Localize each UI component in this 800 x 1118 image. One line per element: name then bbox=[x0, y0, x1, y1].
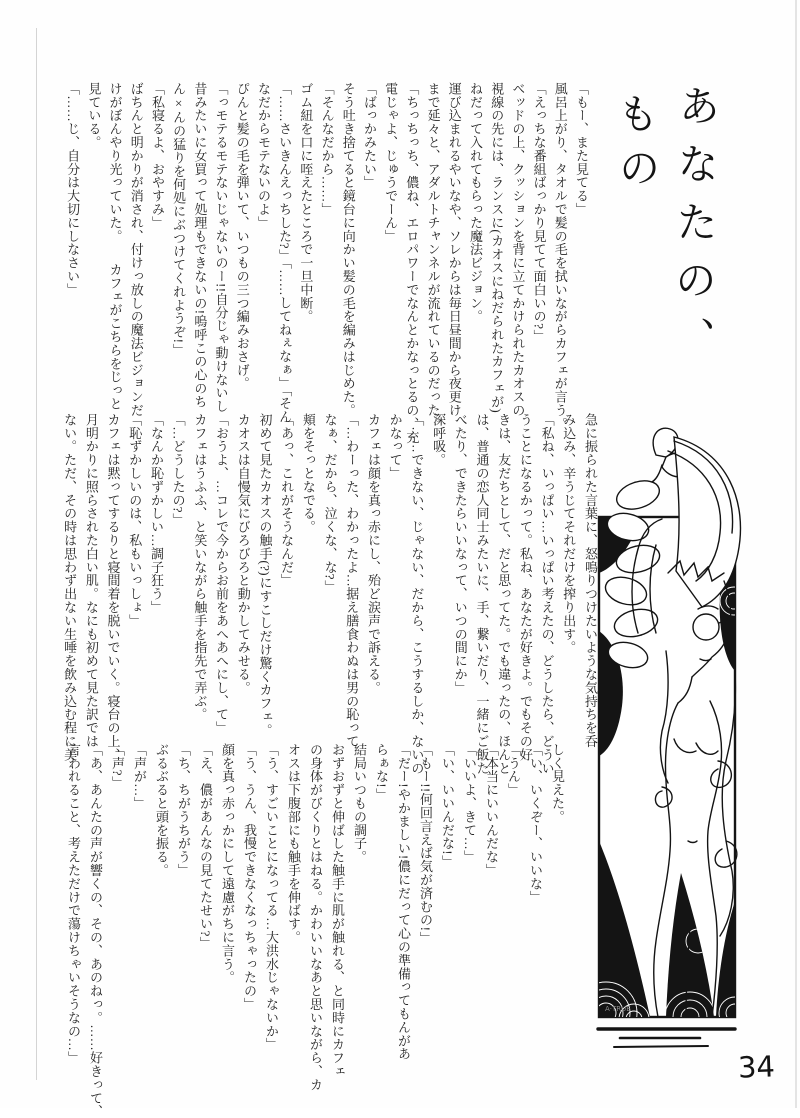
text-column: 「…どうしたの?」 bbox=[170, 413, 186, 527]
text-block-bottom bbox=[62, 743, 568, 1118]
text-column: けがぼんやり光っていた。 カフェがこちらをじっと bbox=[107, 82, 123, 411]
text-column: 「本当にいいんだな」 bbox=[484, 743, 499, 877]
text-column: おずおずと伸ばした触手に肌が触れる、と同時にカフェ bbox=[330, 743, 345, 1078]
text-column: 「ちっちっち、儂ね、エロパワーでなんとかなっとるの、充 bbox=[404, 82, 420, 444]
text-column: 月明かりに照らされた白い肌。なにも初めて見た訳では bbox=[83, 413, 99, 748]
text-column: ない。ただ、その時は思わず出ない生唾を飲み込む程に美 bbox=[62, 413, 78, 762]
text-column: 昔みたいに女買って処理もできないの!嗚呼この心のち bbox=[192, 82, 208, 409]
text-column: オスは下腹部にも触手を伸ばす。 bbox=[286, 743, 301, 944]
text-column: 「あっ、これがそうなんだ」 bbox=[279, 413, 295, 588]
text-column: 「っモテるモテないじゃないのー!!自分じゃ動けないし bbox=[213, 82, 229, 414]
text-column: 運び込まれるやいなや、ソレからは毎日昼間から夜更け bbox=[446, 82, 462, 417]
text-column: カフェはうふふ、と笑いながら触手を指先で弄ぶ。 bbox=[192, 413, 208, 722]
panel-underline-strokes bbox=[598, 1029, 735, 1047]
text-column: は、普通の恋人同士みたいに、手、繋いだり、一緒にご飯た bbox=[474, 413, 490, 775]
scan-edge-left bbox=[36, 28, 37, 1080]
text-column: み込み、辛うじてそれだけを搾り出す。 bbox=[561, 413, 577, 655]
figure-illustration bbox=[578, 421, 778, 1081]
illustration-panel bbox=[578, 421, 778, 1081]
text-column: 「だー!やかましい!儂にだって心の準備ってもんがあ bbox=[396, 743, 411, 1061]
text-column: 「うん」 bbox=[506, 743, 521, 797]
text-column: 「そんなだから……」 bbox=[319, 82, 335, 216]
text-column: 言われること、考えただけで蕩けちゃいそうなの…」 bbox=[66, 743, 81, 1065]
scan-edge-right bbox=[795, 0, 797, 1108]
text-column: 結局いつもの調子。 bbox=[352, 743, 367, 864]
text-column: 「え、儂があんなの見てたせい?」 bbox=[198, 743, 213, 951]
text-column: 急に振られた言葉に、怒鳴りつけたいような気持ちを呑 bbox=[583, 413, 598, 748]
text-column: ぶるぶると頭を振る。 bbox=[154, 743, 169, 877]
text-column: 顔を真っ赤っかにして遠慮がちに言う。 bbox=[220, 743, 235, 985]
text-column: 風呂上がり、タオルで髪の毛を拭いながらカフェが言う。 bbox=[552, 82, 568, 431]
text-column: 「声が…」 bbox=[132, 743, 147, 810]
text-column: 「あ、あんたの声が響くの、その、あのねっ。……好きって、 bbox=[88, 743, 103, 1118]
text-column: うことになるかって。私ね、あなたが好きよ。でもその好 bbox=[517, 413, 533, 762]
text-column: かなって」 bbox=[387, 413, 403, 480]
text-column: 「う、すごいことになってる…大洪水じゃないか」 bbox=[264, 743, 279, 1052]
text-column: そう吐き捨てると鏡台に向かい髪の毛を編みはじめた。 bbox=[340, 82, 356, 417]
text-column: 見ている。 bbox=[86, 82, 102, 149]
text-column: ばちんと明かりが消され、付けっ放しの魔法ビジョンだ bbox=[128, 82, 144, 417]
text-column: の身体がびくりとはねる。かわいいなあと思いながら、カ bbox=[308, 743, 323, 1092]
text-column: カフェは顔を真っ赤にし、殆ど涙声で訴える。 bbox=[365, 413, 381, 695]
text-column: まで延々と、アダルトチャンネルが流れているのだった。 bbox=[425, 82, 441, 431]
text-column: 「ち、ちがうちがう」 bbox=[176, 743, 191, 877]
text-column: 電じゃよ、じゅうでーん」 bbox=[383, 82, 399, 243]
text-column: 「もー、また見てる」 bbox=[574, 82, 589, 216]
text-column: しく見えた。 bbox=[550, 743, 565, 824]
text-column: 「私ね、いっぱい…いっぱい考えたの、どうしたら、どうい bbox=[539, 413, 555, 775]
page-number: 34 bbox=[737, 1049, 776, 1085]
text-column: 「いいよ、きて…」 bbox=[462, 743, 477, 864]
text-column: 頬をそっとなでる。 bbox=[300, 413, 316, 534]
text-column: 「う、うん、我慢できなくなっちゃったの」 bbox=[242, 743, 257, 1011]
text-column: 「……さいきんえっちした?」「……してねぇなぁ」「そん bbox=[277, 82, 293, 424]
text-column: カオスは自慢気にびろびろと動かしてみせる。 bbox=[235, 413, 251, 695]
text-column: 視線の先には、ランスに(カオスにねだられたカフェが) bbox=[489, 82, 505, 414]
text-column: 「声?」 bbox=[110, 743, 125, 790]
text-column: 「もー!!何回言えば気が済むの!」 bbox=[418, 743, 433, 945]
text-column: 「…わーった、わかったよ…据え膳食わぬは男の恥って bbox=[344, 413, 360, 748]
text-column: 「い、いいんだな!」 bbox=[440, 743, 455, 869]
page-title: あなたの、 bbox=[666, 83, 723, 375]
text-column: 「なんか恥ずかしい…調子狂う」 bbox=[148, 413, 164, 614]
artist-signature: A·TRUE bbox=[605, 1005, 631, 1013]
text-column: 「おうよ、…コレで今からお前をあへあへにし、て」 bbox=[214, 413, 230, 735]
text-column: らぁな!」 bbox=[374, 743, 389, 802]
text-column: ん×んの猛りを何処にぶつけてくれようぞ!」 bbox=[171, 82, 187, 357]
page-title-second-column: もの bbox=[610, 91, 663, 201]
text-column: 「……できない、じゃない、だから、こうするしか、ないの bbox=[409, 413, 425, 775]
text-column: ベッドの上、クッションを背に立てかけられたカオスの bbox=[510, 82, 526, 417]
text-column: なだからモテないのよ」 bbox=[255, 82, 271, 230]
text-column: 「……じ、自分は大切にしなさい」 bbox=[65, 82, 81, 297]
text-column: きは、友だちとして、だと思ってた。でも違ったの、ほんと bbox=[496, 413, 512, 775]
text-column: 「私寝るよ、おやすみ」 bbox=[149, 82, 165, 230]
text-column: ねだって入れてもらった魔法ビジョン。 bbox=[467, 82, 483, 324]
text-column: ぴんと髪の毛を弾いて、いつもの三つ編みおさげ。 bbox=[234, 82, 250, 391]
text-column: べたり、できたらいいなって、いつの間にか」 bbox=[452, 413, 468, 695]
text-column: 初めて見たカオスの触手(?)にすこしだけ驚くカフェ。 bbox=[257, 413, 273, 737]
text-column: 「ばっかみたい」 bbox=[361, 82, 377, 190]
text-column: 「恥ずかしいのは、私もいっしょ」 bbox=[127, 413, 143, 628]
text-column: カフェは黙ってするりと寝間着を脱いでいく。寝台の上、 bbox=[105, 413, 121, 762]
text-column: 「えっちな番組ばっかり見てて面白いの?」 bbox=[531, 82, 547, 343]
text-column: 「い、いくぞー、いいな」 bbox=[528, 743, 543, 904]
text-column: 深呼吸。 bbox=[431, 413, 447, 467]
text-column: なぁ、だから、泣くな、な?」 bbox=[322, 413, 338, 594]
text-column: ゴム紐を口に咥えたところで一旦中断。 bbox=[298, 82, 314, 324]
